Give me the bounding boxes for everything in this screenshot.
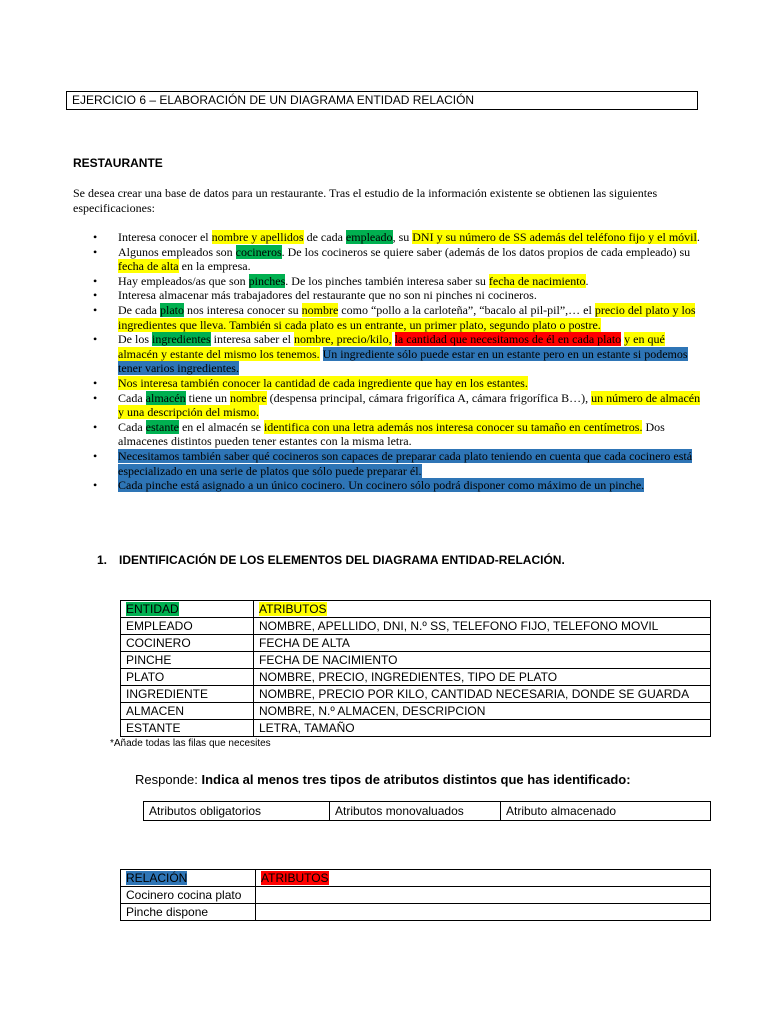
bullet-dot: • [93, 273, 98, 288]
section-number: 1. [97, 553, 108, 567]
highlighted-text: nombre, precio/kilo, [293, 332, 392, 347]
bullet-dot: • [93, 244, 98, 259]
highlighted-text: nombre [301, 302, 339, 317]
table-row [121, 887, 711, 904]
highlighted-text: Necesitamos también saber qué cocineros son capaces de preparar cada plato teniendo en cuenta que cada cocinero está especializado en una serie de platos que sólo puede preparar él. [118, 448, 693, 478]
highlighted-text: Nos interesa también conocer la cantidad de cada ingrediente que hay en los estantes. [118, 375, 528, 390]
entity-cell[interactable]: EMPLEADO [121, 618, 254, 635]
section-title: IDENTIFICACIÓN DE LOS ELEMENTOS DEL DIAGRAMA ENTIDAD-RELACIÓN. [119, 553, 565, 567]
text-segment: Cada [118, 390, 146, 405]
text-segment: . De los pinches también interesa saber su [285, 273, 489, 288]
bullet-dot: • [93, 375, 98, 390]
highlighted-text: plato [159, 302, 184, 317]
relation-cell[interactable]: Pinche dispone [121, 904, 256, 921]
attributes-cell[interactable]: NOMBRE, PRECIO POR KILO, CANTIDAD NECESARIA, DONDE SE GUARDA [254, 686, 711, 703]
highlighted-text: ingredientes [152, 332, 211, 347]
spec-item [93, 391, 703, 420]
header-attributes: ATRIBUTOS [256, 870, 711, 887]
attributes-cell[interactable]: NOMBRE, APELLIDO, DNI, N.º SS, TELEFONO FIJO, TELEFONO MOVIL [254, 618, 711, 635]
bullet-dot: • [93, 478, 98, 493]
attribute-type-cell[interactable]: Atributos monovaluados [330, 802, 501, 821]
attribute-types-table [143, 801, 711, 821]
table-row [121, 686, 711, 703]
section-heading [97, 553, 565, 567]
table-header-row [121, 870, 711, 887]
highlighted-text: y en qué almacén y estante del mismo los tenemos. [118, 332, 665, 361]
highlighted-text: pinches [248, 273, 286, 288]
intro-paragraph: Se desea crear una base de datos para un restaurante. Tras el estudio de la información existente se obtienen las siguientes especificaciones: [73, 186, 658, 215]
text-segment: Interesa conocer el [118, 230, 212, 244]
attributes-cell[interactable]: NOMBRE, N.º ALMACEN, DESCRIPCION [254, 703, 711, 720]
respond-prompt [135, 772, 631, 787]
text-segment: en la empresa. [178, 259, 251, 274]
text-segment: como “pollo a la carloteña”, “bacalo al pil-pil”,… el [338, 302, 595, 317]
text-segment: en el almacén se [178, 419, 264, 434]
text-segment: De cada [118, 302, 160, 317]
bullet-dot: • [93, 448, 98, 463]
respond-label: Responde: [135, 772, 202, 787]
text-segment: tiene un [185, 390, 230, 405]
spec-item [93, 478, 703, 493]
entities-table [120, 600, 711, 737]
entity-cell[interactable]: INGREDIENTE [121, 686, 254, 703]
header-attributes: ATRIBUTOS [254, 601, 711, 618]
entity-cell[interactable]: ESTANTE [121, 720, 254, 737]
relation-cell[interactable]: Cocinero cocina plato [121, 887, 256, 904]
spec-item [93, 230, 703, 245]
highlighted-text: precio del plato y los ingredientes que lleva. También si cada plato es un entrante, un primer plato, segundo plato o postre. [118, 302, 696, 332]
highlighted-text: fecha de alta [118, 259, 179, 274]
table-row [121, 669, 711, 686]
bullet-dot: • [93, 302, 98, 317]
table-header-row [121, 601, 711, 618]
bullet-dot: • [93, 230, 98, 244]
highlighted-text: nombre [229, 390, 267, 405]
text-segment: nos interesa conocer su [183, 302, 302, 317]
text-segment: . De los cocineros se quiere saber (además de los datos propios de cada empleado) su [281, 244, 691, 259]
attributes-cell[interactable]: FECHA DE NACIMIENTO [254, 652, 711, 669]
entity-cell[interactable]: COCINERO [121, 635, 254, 652]
table-row [121, 720, 711, 737]
highlighted-text: cocineros [235, 244, 282, 259]
relations-table [120, 869, 711, 921]
spec-item [93, 274, 703, 289]
text-segment: interesa saber el [210, 332, 294, 347]
table-row [121, 904, 711, 921]
text-segment: de cada [303, 230, 346, 244]
highlighted-text: la cantidad que necesitamos de él en cada plato [394, 332, 622, 347]
bullet-dot: • [93, 419, 98, 434]
text-segment: (despensa principal, cámara frigorífica A, cámara frigorífica B…), [266, 390, 592, 405]
entity-cell[interactable]: PINCHE [121, 652, 254, 669]
spec-item [93, 376, 703, 391]
highlighted-text: DNI y su número de SS además del teléfono fijo y el móvil [412, 230, 697, 244]
highlighted-text: Cada pinche está asignado a un único cocinero. Un cocinero sólo podrá disponer como máximo de un pinche. [118, 478, 645, 493]
text-segment: . [585, 273, 589, 288]
exercise-title: EJERCICIO 6 – ELABORACIÓN DE UN DIAGRAMA ENTIDAD RELACIÓN [66, 91, 698, 110]
text-segment: De los [118, 332, 152, 347]
highlighted-text: Un ingrediente sólo puede estar en un estante pero en un estante si podemos tener varios ingredientes. [118, 346, 688, 376]
highlighted-text: identifica con una letra además nos interesa conocer su tamaño en centímetros. [263, 419, 643, 434]
table-row [121, 703, 711, 720]
spec-item [93, 288, 703, 303]
attribute-type-cell[interactable]: Atributos obligatorios [144, 802, 330, 821]
text-segment: Hay empleados/as que son [118, 273, 249, 288]
bullet-dot: • [93, 288, 98, 303]
spec-item [93, 420, 703, 449]
highlighted-text: almacén [145, 390, 186, 405]
text-segment: Cada [118, 419, 146, 434]
attributes-cell[interactable] [256, 904, 711, 921]
attributes-cell[interactable] [256, 887, 711, 904]
text-segment: Algunos empleados son [118, 244, 236, 259]
highlighted-text: un número de almacén y una descripción del mismo. [118, 390, 701, 420]
entity-cell[interactable]: ALMACEN [121, 703, 254, 720]
table-row [121, 635, 711, 652]
attributes-cell[interactable]: LETRA, TAMAÑO [254, 720, 711, 737]
text-segment: . [696, 230, 700, 244]
table-row [121, 618, 711, 635]
highlighted-text: empleado [345, 230, 393, 244]
text-segment: Interesa almacenar más trabajadores del restaurante que no son ni pinches ni cocineros. [118, 288, 537, 303]
attribute-type-cell[interactable]: Atributo almacenado [501, 802, 711, 821]
table-note: *Añade todas las filas que necesites [110, 738, 271, 749]
bullet-dot: • [93, 332, 98, 347]
spec-item [93, 332, 703, 376]
specifications-list [93, 230, 703, 493]
spec-item [93, 449, 703, 478]
header-relation: RELACIÓN [121, 870, 256, 887]
highlighted-text: fecha de nacimiento [488, 273, 586, 288]
attributes-cell[interactable]: NOMBRE, PRECIO, INGREDIENTES, TIPO DE PLATO [254, 669, 711, 686]
entity-cell[interactable]: PLATO [121, 669, 254, 686]
respond-question: Indica al menos tres tipos de atributos distintos que has identificado: [201, 772, 631, 787]
attributes-cell[interactable]: FECHA DE ALTA [254, 635, 711, 652]
header-entity: ENTIDAD [121, 601, 254, 618]
text-segment: , su [392, 230, 413, 244]
highlighted-text: estante [145, 419, 179, 434]
highlighted-text: nombre y apellidos [211, 230, 304, 244]
bullet-dot: • [93, 390, 98, 405]
table-row [121, 652, 711, 669]
spec-item [93, 303, 703, 332]
section-subtitle: RESTAURANTE [73, 156, 163, 170]
spec-item [93, 245, 703, 274]
text-segment: Dos almacenes distintos pueden tener estantes con la misma letra. [118, 419, 665, 449]
table-row [144, 802, 711, 821]
